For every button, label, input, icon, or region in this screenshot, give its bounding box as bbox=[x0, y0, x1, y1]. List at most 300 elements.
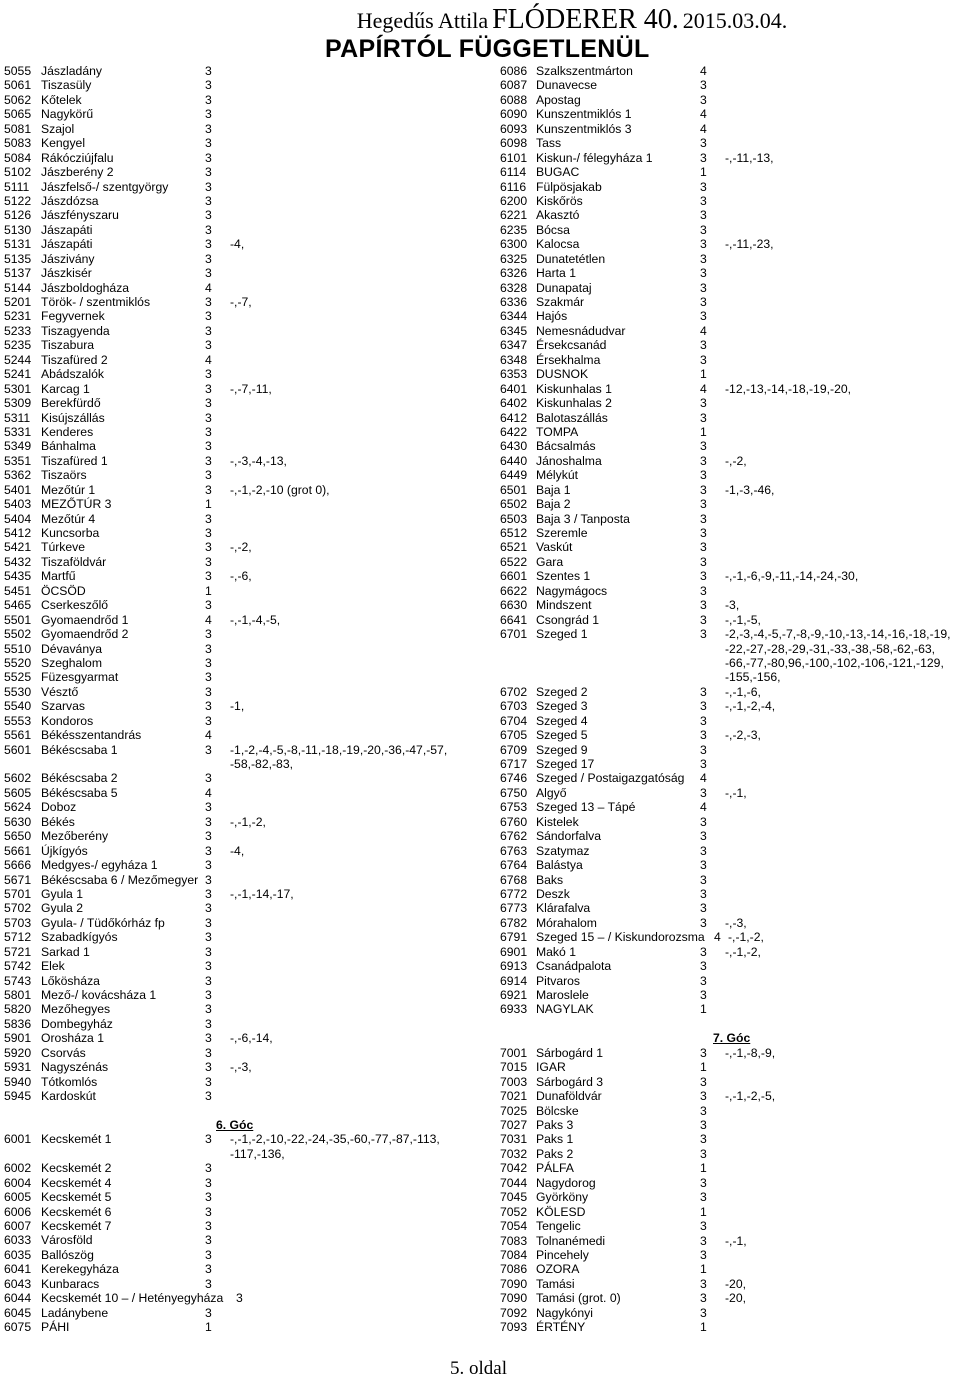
postal-code: 6601 bbox=[500, 569, 528, 584]
list-item bbox=[500, 757, 958, 771]
list-item bbox=[500, 974, 958, 988]
list-item bbox=[500, 598, 958, 612]
place-name: Gara bbox=[536, 554, 564, 569]
postal-code: 5055 bbox=[4, 64, 32, 78]
category-value: 3 bbox=[205, 800, 212, 815]
list-item bbox=[4, 512, 480, 526]
place-name: Ballószög bbox=[41, 1247, 94, 1262]
postal-code: 5451 bbox=[4, 583, 32, 598]
category-value: 3 bbox=[700, 1247, 707, 1262]
postal-code: 5062 bbox=[4, 92, 32, 107]
place-name: Mezőtúr 4 bbox=[41, 511, 96, 526]
category-value: 3 bbox=[700, 1146, 707, 1161]
postal-code: 6703 bbox=[500, 699, 528, 714]
list-item bbox=[500, 887, 958, 901]
postal-code: 6630 bbox=[500, 598, 528, 613]
list-item bbox=[500, 1291, 958, 1305]
note-text: -,-1,-4,-5, bbox=[230, 612, 281, 627]
list-item bbox=[500, 309, 958, 323]
category-value: 3 bbox=[205, 713, 212, 728]
list-item bbox=[500, 1089, 958, 1103]
postal-code: 6401 bbox=[500, 381, 528, 396]
category-value: 3 bbox=[700, 540, 707, 555]
list-item bbox=[4, 309, 480, 323]
postal-code: 5126 bbox=[4, 208, 32, 223]
list-item bbox=[4, 497, 480, 511]
list-item bbox=[4, 281, 480, 295]
header-subtitle: PAPÍRTÓL FÜGGETLENÜL bbox=[325, 35, 650, 63]
postal-code: 6913 bbox=[500, 959, 528, 974]
list-item bbox=[4, 555, 480, 569]
note-text: -1,-2,-4,-5,-8,-11,-18,-19,-20,-36,-47,-57, -58,-82,-83, bbox=[230, 742, 448, 772]
category-value: 3 bbox=[205, 742, 212, 757]
postal-code: 5084 bbox=[4, 150, 32, 165]
postal-code: 5311 bbox=[4, 410, 31, 425]
list-item bbox=[500, 1002, 958, 1016]
list-item bbox=[500, 1205, 958, 1219]
category-value: 3 bbox=[700, 684, 707, 699]
category-value: 3 bbox=[205, 295, 212, 309]
category-value: 3 bbox=[700, 843, 707, 858]
list-item bbox=[500, 1075, 958, 1089]
list-item bbox=[500, 1277, 958, 1291]
list-item bbox=[500, 1306, 958, 1320]
category-value: 3 bbox=[700, 338, 707, 353]
category-value: 3 bbox=[700, 915, 707, 930]
place-name: Tiszabura bbox=[41, 338, 95, 353]
list-item bbox=[4, 382, 480, 396]
place-name: Jászdózsa bbox=[41, 193, 99, 208]
postal-code: 5703 bbox=[4, 915, 32, 930]
postal-code: 5432 bbox=[4, 554, 32, 569]
place-name: Túrkeve bbox=[41, 540, 86, 555]
postal-code: 7015 bbox=[500, 1060, 528, 1075]
category-value: 3 bbox=[700, 814, 707, 829]
postal-code: 5901 bbox=[4, 1031, 32, 1046]
place-name: Kunszentmiklós 1 bbox=[536, 107, 632, 122]
place-name: Paks 3 bbox=[536, 1118, 574, 1132]
postal-code: 7083 bbox=[500, 1233, 528, 1248]
postal-code: 6622 bbox=[500, 583, 528, 598]
list-item bbox=[500, 324, 958, 338]
category-value: 4 bbox=[205, 612, 212, 627]
category-value: 3 bbox=[700, 973, 707, 988]
postal-code: 6705 bbox=[500, 728, 528, 743]
place-name: Lőkösháza bbox=[41, 973, 100, 988]
category-value: 3 bbox=[205, 886, 212, 901]
place-name: Szeged 4 bbox=[536, 713, 588, 728]
category-value: 3 bbox=[205, 338, 212, 353]
postal-code: 6762 bbox=[500, 829, 528, 844]
list-item bbox=[4, 945, 480, 959]
list-item bbox=[4, 786, 480, 800]
list-item bbox=[500, 1262, 958, 1276]
list-item bbox=[500, 425, 958, 439]
place-name: Kunszentmiklós 3 bbox=[536, 121, 632, 136]
note-text: -,-1,-2, bbox=[728, 930, 764, 945]
list-item bbox=[4, 136, 480, 150]
list-item bbox=[4, 1277, 480, 1291]
postal-code: 5605 bbox=[4, 785, 32, 800]
postal-code: 5065 bbox=[4, 107, 32, 122]
category-value: 3 bbox=[700, 944, 707, 959]
category-value: 3 bbox=[700, 1233, 707, 1248]
list-item bbox=[4, 483, 480, 497]
list-item bbox=[4, 1205, 480, 1219]
place-name: Sárbogárd 1 bbox=[536, 1045, 604, 1060]
list-item bbox=[4, 569, 480, 583]
place-name: PÁHI bbox=[41, 1320, 70, 1335]
list-item bbox=[4, 988, 480, 1002]
note-text: -,-1,-2,-5, bbox=[725, 1089, 776, 1104]
list-item bbox=[4, 107, 480, 121]
category-value: 3 bbox=[700, 136, 707, 151]
category-value: 3 bbox=[700, 1219, 707, 1234]
note-text: -,-1, bbox=[725, 1233, 747, 1248]
category-value: 3 bbox=[700, 309, 707, 324]
postal-code: 6045 bbox=[4, 1305, 32, 1320]
category-value: 3 bbox=[205, 843, 212, 858]
place-name: Györköny bbox=[536, 1190, 589, 1205]
category-value: 3 bbox=[205, 1089, 212, 1104]
category-value: 3 bbox=[205, 121, 212, 136]
place-name: Jászapáti bbox=[41, 237, 93, 252]
postal-code: 7090 bbox=[500, 1276, 528, 1291]
list-item bbox=[4, 584, 480, 598]
category-value: 1 bbox=[700, 1320, 707, 1335]
postal-code: 6348 bbox=[500, 352, 528, 367]
list-item bbox=[500, 930, 958, 944]
list-item bbox=[500, 584, 958, 598]
note-text: -,-1, bbox=[725, 785, 747, 800]
place-name: Sándorfalva bbox=[536, 829, 602, 844]
place-name: Medgyes-/ egyháza 1 bbox=[41, 858, 158, 873]
place-name: ÖCSÖD bbox=[41, 583, 86, 598]
category-value: 3 bbox=[700, 742, 707, 757]
note-text: -,-6, bbox=[230, 569, 252, 584]
category-value: 3 bbox=[700, 1089, 707, 1104]
list-item bbox=[500, 1118, 958, 1132]
postal-code: 5061 bbox=[4, 78, 32, 93]
list-item bbox=[500, 411, 958, 425]
place-name: Szentes 1 bbox=[536, 569, 591, 584]
list-item bbox=[500, 858, 958, 872]
place-name: Csanádpalota bbox=[536, 959, 612, 974]
note-text: -1,-3,-46, bbox=[725, 482, 775, 497]
postal-code: 6345 bbox=[500, 323, 528, 338]
category-value: 1 bbox=[205, 1320, 212, 1335]
list-item bbox=[4, 526, 480, 540]
category-value: 3 bbox=[205, 237, 212, 252]
list-item bbox=[4, 815, 480, 829]
category-value: 1 bbox=[700, 367, 707, 382]
place-name: Tiszafüred 2 bbox=[41, 352, 108, 367]
category-value: 3 bbox=[205, 655, 212, 670]
postal-code: 5743 bbox=[4, 973, 32, 988]
list-item bbox=[500, 281, 958, 295]
postal-code: 7093 bbox=[500, 1320, 528, 1335]
place-name: Szeged 5 bbox=[536, 728, 588, 743]
postal-code: 6353 bbox=[500, 367, 528, 382]
category-value: 3 bbox=[700, 295, 707, 309]
list-item bbox=[500, 208, 958, 222]
place-name: Dombegyház bbox=[41, 1016, 113, 1031]
note-text: -,-1,-2, bbox=[230, 814, 266, 829]
postal-code: 6522 bbox=[500, 554, 528, 569]
postal-code: 7084 bbox=[500, 1247, 528, 1262]
postal-code: 7042 bbox=[500, 1161, 528, 1176]
category-value: 3 bbox=[205, 165, 212, 180]
postal-code: 6768 bbox=[500, 872, 528, 887]
postal-code: 7025 bbox=[500, 1103, 528, 1118]
place-name: BUGAC bbox=[536, 165, 580, 180]
list-item bbox=[500, 338, 958, 352]
place-name: Tiszaföldvár bbox=[41, 554, 107, 569]
postal-code: 5403 bbox=[4, 497, 32, 512]
list-item bbox=[500, 237, 958, 251]
postal-code: 5702 bbox=[4, 901, 32, 916]
postal-code: 6043 bbox=[4, 1276, 32, 1291]
postal-code: 5945 bbox=[4, 1089, 32, 1104]
list-item bbox=[500, 194, 958, 208]
list-item bbox=[4, 1190, 480, 1204]
category-value: 3 bbox=[205, 1219, 212, 1234]
place-name: Tamási bbox=[536, 1276, 575, 1291]
postal-code: 5231 bbox=[4, 309, 32, 324]
category-value: 1 bbox=[700, 1262, 707, 1277]
left-column-list bbox=[4, 64, 480, 1335]
postal-code: 5435 bbox=[4, 569, 32, 584]
postal-code: 6300 bbox=[500, 237, 528, 252]
place-name: Baks bbox=[536, 872, 564, 887]
place-name: Kecskemét 7 bbox=[41, 1219, 112, 1234]
category-value: 3 bbox=[205, 309, 212, 324]
category-value: 3 bbox=[205, 367, 212, 382]
list-item bbox=[500, 483, 958, 497]
place-name: Szeged 2 bbox=[536, 684, 588, 699]
list-item bbox=[4, 78, 480, 92]
category-value: 3 bbox=[205, 1233, 212, 1248]
place-name: Kardoskút bbox=[41, 1089, 96, 1104]
postal-code: 5540 bbox=[4, 699, 32, 714]
category-value: 4 bbox=[714, 930, 721, 945]
postal-code: 5553 bbox=[4, 713, 32, 728]
note-text: -,-11,-13, bbox=[725, 150, 774, 165]
category-value: 3 bbox=[205, 1247, 212, 1262]
postal-code: 6422 bbox=[500, 424, 528, 439]
place-name: NAGYLAK bbox=[536, 1002, 594, 1017]
category-value: 3 bbox=[205, 323, 212, 338]
category-value: 3 bbox=[205, 627, 212, 642]
place-name: OZORA bbox=[536, 1262, 580, 1277]
category-value: 3 bbox=[700, 598, 707, 613]
list-item bbox=[4, 1176, 480, 1190]
document-header bbox=[0, 4, 960, 36]
postal-code: 5721 bbox=[4, 944, 32, 959]
category-value: 3 bbox=[205, 915, 212, 930]
place-name: Békéscsaba 6 / Mezőmegyer bbox=[41, 872, 199, 887]
postal-code: 5081 bbox=[4, 121, 32, 136]
postal-code: 5244 bbox=[4, 352, 32, 367]
list-item bbox=[500, 916, 958, 930]
category-value: 4 bbox=[700, 800, 707, 815]
category-value: 4 bbox=[205, 352, 212, 367]
postal-code: 7092 bbox=[500, 1305, 528, 1320]
category-value: 3 bbox=[205, 771, 212, 786]
note-text: -,-1,-14,-17, bbox=[230, 886, 294, 901]
place-name: Jászberény 2 bbox=[41, 165, 114, 180]
postal-code: 6041 bbox=[4, 1262, 32, 1277]
list-item bbox=[500, 165, 958, 179]
place-name: Kiskőrös bbox=[536, 193, 583, 208]
postal-code: 6328 bbox=[500, 280, 528, 295]
place-name: Szeged 13 – Tápé bbox=[536, 800, 636, 815]
list-item bbox=[500, 844, 958, 858]
category-value: 3 bbox=[700, 352, 707, 367]
postal-code: 7052 bbox=[500, 1204, 528, 1219]
place-name: Kengyel bbox=[41, 136, 86, 151]
postal-code: 5520 bbox=[4, 655, 32, 670]
place-name: Jászfelső-/ szentgyörgy bbox=[41, 179, 169, 194]
postal-code: 6753 bbox=[500, 800, 528, 815]
list-item bbox=[4, 425, 480, 439]
category-value: 3 bbox=[205, 266, 212, 281]
list-item bbox=[500, 151, 958, 165]
category-value: 3 bbox=[205, 1161, 212, 1176]
place-name: Békéscsaba 5 bbox=[41, 785, 118, 800]
place-name: Akasztó bbox=[536, 208, 580, 223]
place-name: Kisújszállás bbox=[41, 410, 105, 425]
place-name: Paks 2 bbox=[536, 1146, 574, 1161]
category-value: 3 bbox=[700, 468, 707, 483]
place-name: Szeged / Postaigazgatóság bbox=[536, 771, 685, 786]
category-value: 3 bbox=[205, 1175, 212, 1190]
place-name: Nagykörű bbox=[41, 107, 94, 122]
list-item bbox=[500, 728, 958, 742]
place-name: Makó 1 bbox=[536, 944, 576, 959]
list-item bbox=[500, 540, 958, 554]
place-name: Tiszasüly bbox=[41, 78, 92, 93]
place-name: Mezőhegyes bbox=[41, 1002, 111, 1017]
list-item bbox=[4, 699, 480, 713]
place-name: Doboz bbox=[41, 800, 77, 815]
list-item bbox=[4, 1233, 480, 1247]
list-item bbox=[4, 1320, 480, 1334]
postal-code: 6709 bbox=[500, 742, 528, 757]
list-item bbox=[4, 252, 480, 266]
place-name: Dunapataj bbox=[536, 280, 592, 295]
list-item bbox=[500, 122, 958, 136]
postal-code: 6336 bbox=[500, 295, 528, 309]
postal-code: 5801 bbox=[4, 988, 32, 1003]
postal-code: 5122 bbox=[4, 193, 32, 208]
place-name: Szajol bbox=[41, 121, 75, 136]
list-item bbox=[4, 1306, 480, 1320]
postal-code: 5666 bbox=[4, 858, 32, 873]
place-name: Érsekcsanád bbox=[536, 338, 607, 353]
category-value: 3 bbox=[700, 266, 707, 281]
postal-code: 5331 bbox=[4, 424, 32, 439]
postal-code: 6750 bbox=[500, 785, 528, 800]
category-value: 4 bbox=[205, 280, 212, 295]
postal-code: 6007 bbox=[4, 1219, 32, 1234]
postal-code: 6503 bbox=[500, 511, 528, 526]
category-value: 3 bbox=[700, 713, 707, 728]
place-name: Apostag bbox=[536, 92, 581, 107]
list-item bbox=[4, 627, 480, 641]
category-value: 3 bbox=[205, 381, 212, 396]
category-value: 3 bbox=[205, 670, 212, 685]
list-item bbox=[4, 1262, 480, 1276]
place-name: Újkígyós bbox=[41, 843, 88, 858]
list-item bbox=[4, 194, 480, 208]
list-item bbox=[4, 1002, 480, 1016]
postal-code: 6004 bbox=[4, 1175, 32, 1190]
list-item bbox=[500, 526, 958, 540]
category-value: 3 bbox=[205, 1045, 212, 1060]
category-value: 3 bbox=[205, 424, 212, 439]
place-name: Harta 1 bbox=[536, 266, 576, 281]
postal-code: 7054 bbox=[500, 1219, 528, 1234]
postal-code: 5301 bbox=[4, 381, 32, 396]
category-value: 3 bbox=[205, 410, 212, 425]
place-name: Kecskemét 5 bbox=[41, 1190, 112, 1205]
list-item bbox=[4, 165, 480, 179]
list-item bbox=[4, 237, 480, 251]
list-item bbox=[500, 743, 958, 757]
place-name: Mezőtúr 1 bbox=[41, 482, 96, 497]
category-value: 3 bbox=[205, 453, 212, 468]
list-item bbox=[4, 1219, 480, 1233]
category-value: 1 bbox=[700, 1204, 707, 1219]
list-item bbox=[4, 338, 480, 352]
postal-code: 6347 bbox=[500, 338, 528, 353]
list-item bbox=[500, 1320, 958, 1334]
list-item bbox=[4, 468, 480, 482]
category-value: 3 bbox=[700, 1175, 707, 1190]
list-item bbox=[500, 627, 958, 685]
postal-code: 5742 bbox=[4, 959, 32, 974]
postal-code: 7021 bbox=[500, 1089, 528, 1104]
note-text: -,-1,-2, bbox=[725, 944, 761, 959]
category-value: 3 bbox=[700, 1074, 707, 1089]
note-text: -1, bbox=[230, 699, 245, 714]
list-item bbox=[500, 1248, 958, 1262]
list-item bbox=[500, 93, 958, 107]
postal-code: 7032 bbox=[500, 1146, 528, 1161]
place-name: Balotaszállás bbox=[536, 410, 608, 425]
list-item bbox=[4, 223, 480, 237]
category-value: 3 bbox=[700, 1132, 707, 1147]
postal-code: 5130 bbox=[4, 222, 32, 237]
postal-code: 6502 bbox=[500, 497, 528, 512]
list-item bbox=[4, 1017, 480, 1031]
place-name: PÁLFA bbox=[536, 1161, 574, 1176]
postal-code: 6116 bbox=[500, 179, 527, 194]
postal-code: 5349 bbox=[4, 439, 32, 454]
postal-code: 5701 bbox=[4, 886, 32, 901]
postal-code: 6325 bbox=[500, 251, 528, 266]
note-text: -3, bbox=[725, 598, 740, 613]
list-item bbox=[4, 829, 480, 843]
place-name: Jászfényszaru bbox=[41, 208, 119, 223]
postal-code: 5820 bbox=[4, 1002, 32, 1017]
place-name: Fegyvernek bbox=[41, 309, 105, 324]
list-item bbox=[4, 670, 480, 684]
place-name: Kunbaracs bbox=[41, 1276, 100, 1291]
postal-code: 6746 bbox=[500, 771, 528, 786]
page-number: 5. oldal bbox=[450, 1358, 507, 1379]
